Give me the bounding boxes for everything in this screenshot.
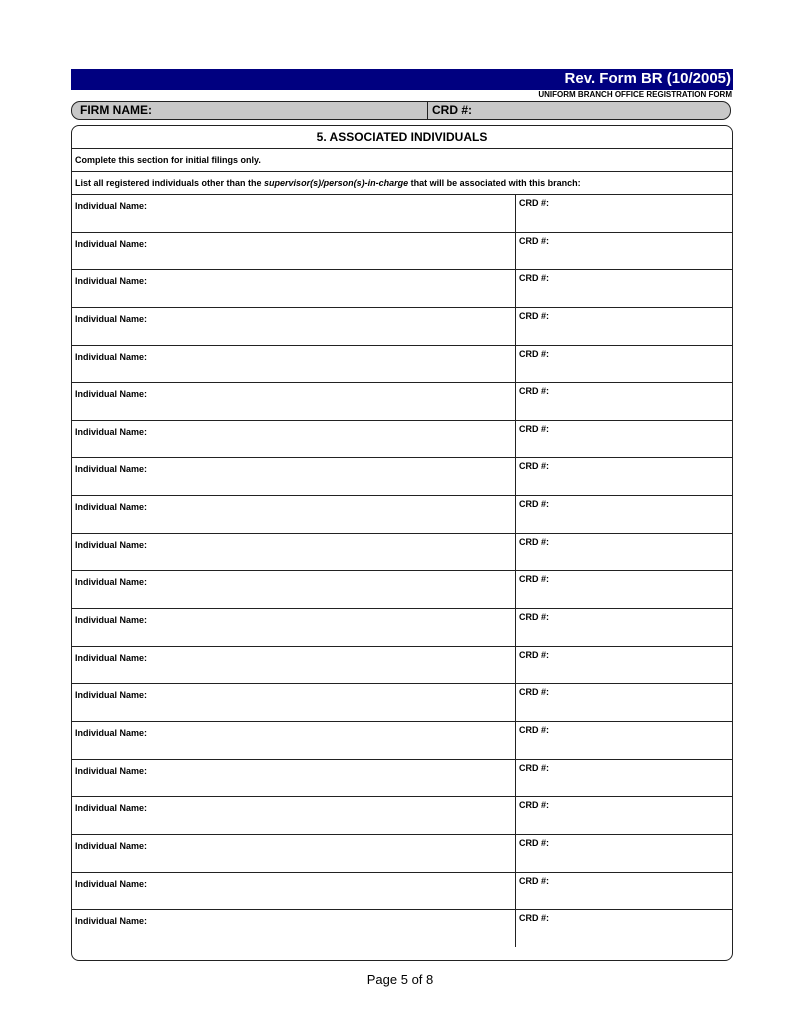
individual-name-field[interactable]: Individual Name: xyxy=(75,313,148,324)
individual-name-field[interactable]: Individual Name: xyxy=(75,426,148,437)
individual-name-field[interactable]: Individual Name: xyxy=(75,878,148,889)
individual-crd-field[interactable]: CRD #: xyxy=(515,571,729,608)
table-row xyxy=(72,722,732,760)
individual-crd-field[interactable]: CRD #: xyxy=(515,873,729,910)
individual-crd-field[interactable]: CRD #: xyxy=(515,383,729,420)
individual-crd-field[interactable]: CRD #: xyxy=(515,647,729,684)
individual-crd-field[interactable]: CRD #: xyxy=(515,195,729,232)
individual-crd-field[interactable]: CRD #: xyxy=(515,346,729,383)
individual-crd-field[interactable]: CRD #: xyxy=(515,835,729,872)
individual-name-field[interactable]: Individual Name: xyxy=(75,916,148,927)
individual-crd-field[interactable]: CRD #: xyxy=(515,760,729,797)
list-instruction xyxy=(72,172,732,195)
individual-name-field[interactable]: Individual Name: xyxy=(75,840,148,851)
table-row xyxy=(72,910,732,947)
individual-name-field[interactable]: Individual Name: xyxy=(75,577,148,588)
individual-crd-field[interactable]: CRD #: xyxy=(515,270,729,307)
individual-crd-field[interactable]: CRD #: xyxy=(515,684,729,721)
individual-name-field[interactable]: Individual Name: xyxy=(75,539,148,550)
individual-crd-field[interactable]: CRD #: xyxy=(515,722,729,759)
table-row xyxy=(72,760,732,798)
table-row xyxy=(72,647,732,685)
header-banner xyxy=(71,69,733,90)
individual-name-field[interactable]: Individual Name: xyxy=(75,727,148,738)
individual-crd-field[interactable]: CRD #: xyxy=(515,609,729,646)
table-row xyxy=(72,308,732,346)
individual-name-field[interactable]: Individual Name: xyxy=(75,502,148,513)
table-row xyxy=(72,346,732,384)
individual-crd-field[interactable]: CRD #: xyxy=(515,308,729,345)
individual-crd-field[interactable]: CRD #: xyxy=(515,233,729,270)
individual-name-field[interactable]: Individual Name: xyxy=(75,690,148,701)
table-row xyxy=(72,609,732,647)
table-row xyxy=(72,534,732,572)
individual-crd-field[interactable]: CRD #: xyxy=(515,534,729,571)
table-row xyxy=(72,496,732,534)
individual-crd-field[interactable]: CRD #: xyxy=(515,496,729,533)
individual-name-field[interactable]: Individual Name: xyxy=(75,389,148,400)
individual-name-field[interactable]: Individual Name: xyxy=(75,464,148,475)
individual-crd-field[interactable]: CRD #: xyxy=(515,458,729,495)
table-row xyxy=(72,684,732,722)
list-suffix: that will be associated with this branch: xyxy=(408,178,581,188)
individual-name-field[interactable]: Individual Name: xyxy=(75,238,148,249)
section-title: 5. ASSOCIATED INDIVIDUALS xyxy=(72,126,732,149)
firm-name-field[interactable]: FIRM NAME: xyxy=(80,103,152,117)
individual-name-field[interactable]: Individual Name: xyxy=(75,615,148,626)
individual-crd-field[interactable]: CRD #: xyxy=(515,797,729,834)
individual-name-field[interactable]: Individual Name: xyxy=(75,201,148,211)
table-row xyxy=(72,797,732,835)
individual-name-field[interactable]: Individual Name: xyxy=(75,765,148,776)
table-row xyxy=(72,233,732,271)
form-revision: Rev. Form BR (10/2005) xyxy=(564,70,731,87)
individual-name-field[interactable]: Individual Name: xyxy=(75,276,148,287)
table-row xyxy=(72,383,732,421)
individual-name-field[interactable]: Individual Name: xyxy=(75,351,148,362)
list-italic: supervisor(s)/person(s)-in-charge xyxy=(264,178,409,188)
table-row xyxy=(72,835,732,873)
instruction: Complete this section for initial filings only. xyxy=(72,149,732,172)
individual-name-field[interactable]: Individual Name: xyxy=(75,652,148,663)
form-title: UNIFORM BRANCH OFFICE REGISTRATION FORM xyxy=(538,90,732,99)
individual-crd-field[interactable]: CRD #: xyxy=(515,910,729,947)
associated-individuals-section xyxy=(71,125,733,961)
table-row xyxy=(72,421,732,459)
table-row xyxy=(72,571,732,609)
table-row xyxy=(72,270,732,308)
firm-crd-field[interactable]: CRD #: xyxy=(427,101,472,120)
firm-bar xyxy=(71,101,731,120)
individual-name-field[interactable]: Individual Name: xyxy=(75,803,148,814)
individual-crd-field[interactable]: CRD #: xyxy=(515,421,729,458)
table-row xyxy=(72,458,732,496)
table-row xyxy=(72,195,732,233)
table-row xyxy=(72,873,732,911)
individuals-table xyxy=(72,195,732,947)
page-number: Page 5 of 8 xyxy=(366,972,434,987)
list-prefix: List all registered individuals other than the xyxy=(75,178,265,188)
